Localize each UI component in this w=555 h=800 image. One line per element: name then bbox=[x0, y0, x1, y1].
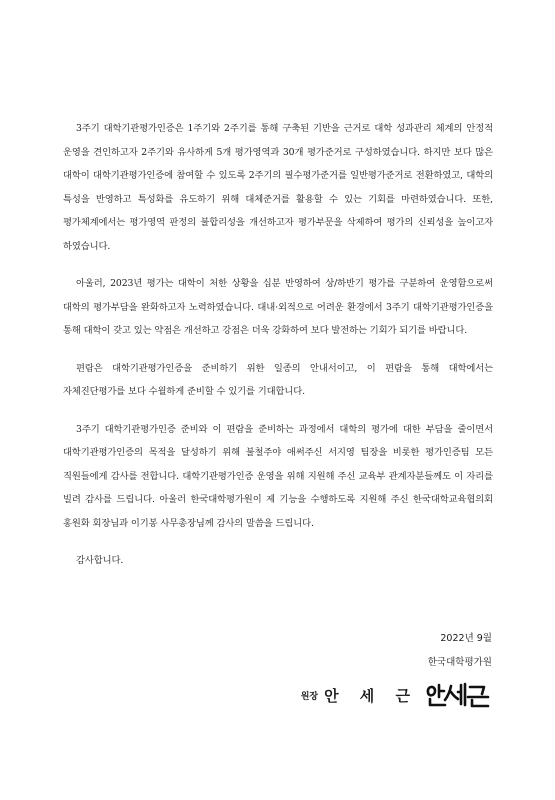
closing-line: 감사합니다. bbox=[76, 555, 124, 566]
handwritten-signature-icon bbox=[424, 682, 492, 708]
signer bbox=[301, 682, 492, 708]
signature-block bbox=[301, 630, 492, 708]
signer-title: 원장 bbox=[300, 691, 319, 702]
document-body bbox=[63, 117, 493, 587]
signer-name: 안 세 근 bbox=[324, 686, 418, 705]
letter-date: 2022년 9월 bbox=[440, 633, 492, 644]
paragraph-2: 아울러, 2023년 평가는 대학이 처한 상황을 십분 반영하여 상/하반기 평가를 구분하여 운영함으로써 대학의 평가부담을 완화하고자 노력하였습니다. 대내·외적으로 어려운 환경에서 3주기 대학기관평가인증을 통해 대학이 갖고 있는 약점은 개선하고 강점은 더욱 강화하여 보다 발전하는 기회가 되기를 바랍니다. bbox=[63, 278, 493, 336]
organization-name: 한국대학평가원 bbox=[427, 657, 492, 668]
paragraph-1: 3주기 대학기관평가인증은 1주기와 2주기를 통해 구축된 기반을 근거로 대학 성과관리 체계의 안정적 운영을 견인하고자 2주기와 유사하게 5개 평가영역과 30개 평가준거로 구성하였습니다. 하지만 보다 많은 대학이 대학기관평가인증에 참여할 수 있도록 2주기의 필수평가준거를 일반평가준거로 전환하였고, 대학의 특성을 반영하고 특성화를 유도하기 위해 대체준거를 활용할 수 있는 기회를 마련하였습니다. 또한, 평가체계에서는 평가영역 판정의 불합리성을 개선하고자 평가부문을 삭제하여 평가의 신뢰성을 높이고자 하였습니다. bbox=[63, 123, 493, 252]
paragraph-4: 3주기 대학기관평가인증 준비와 이 편람을 준비하는 과정에서 대학의 평가에 대한 부담을 줄이면서 대학기관평가인증의 목적을 달성하기 위해 불철주야 애써주신 서지영 팀장을 비롯한 평가인증팀 모든 직원들에게 감사를 전합니다. 대학기관평가인증 운영을 위해 지원해 주신 교육부 관계자분들께도 이 자리를 빌려 감사를 드립니다. 아울러 한국대학평가원이 제 기능을 수행하도록 지원해 주신 한국대학교육협의회 홍원화 회장님과 이기봉 사무총장님께 감사의 말씀을 드립니다. bbox=[63, 423, 493, 529]
paragraph-3: 편람은 대학기관평가인증을 준비하기 위한 일종의 안내서이고, 이 편람을 통해 대학에서는 자체진단평가를 보다 수월하게 준비할 수 있기를 기대합니다. bbox=[63, 362, 493, 397]
